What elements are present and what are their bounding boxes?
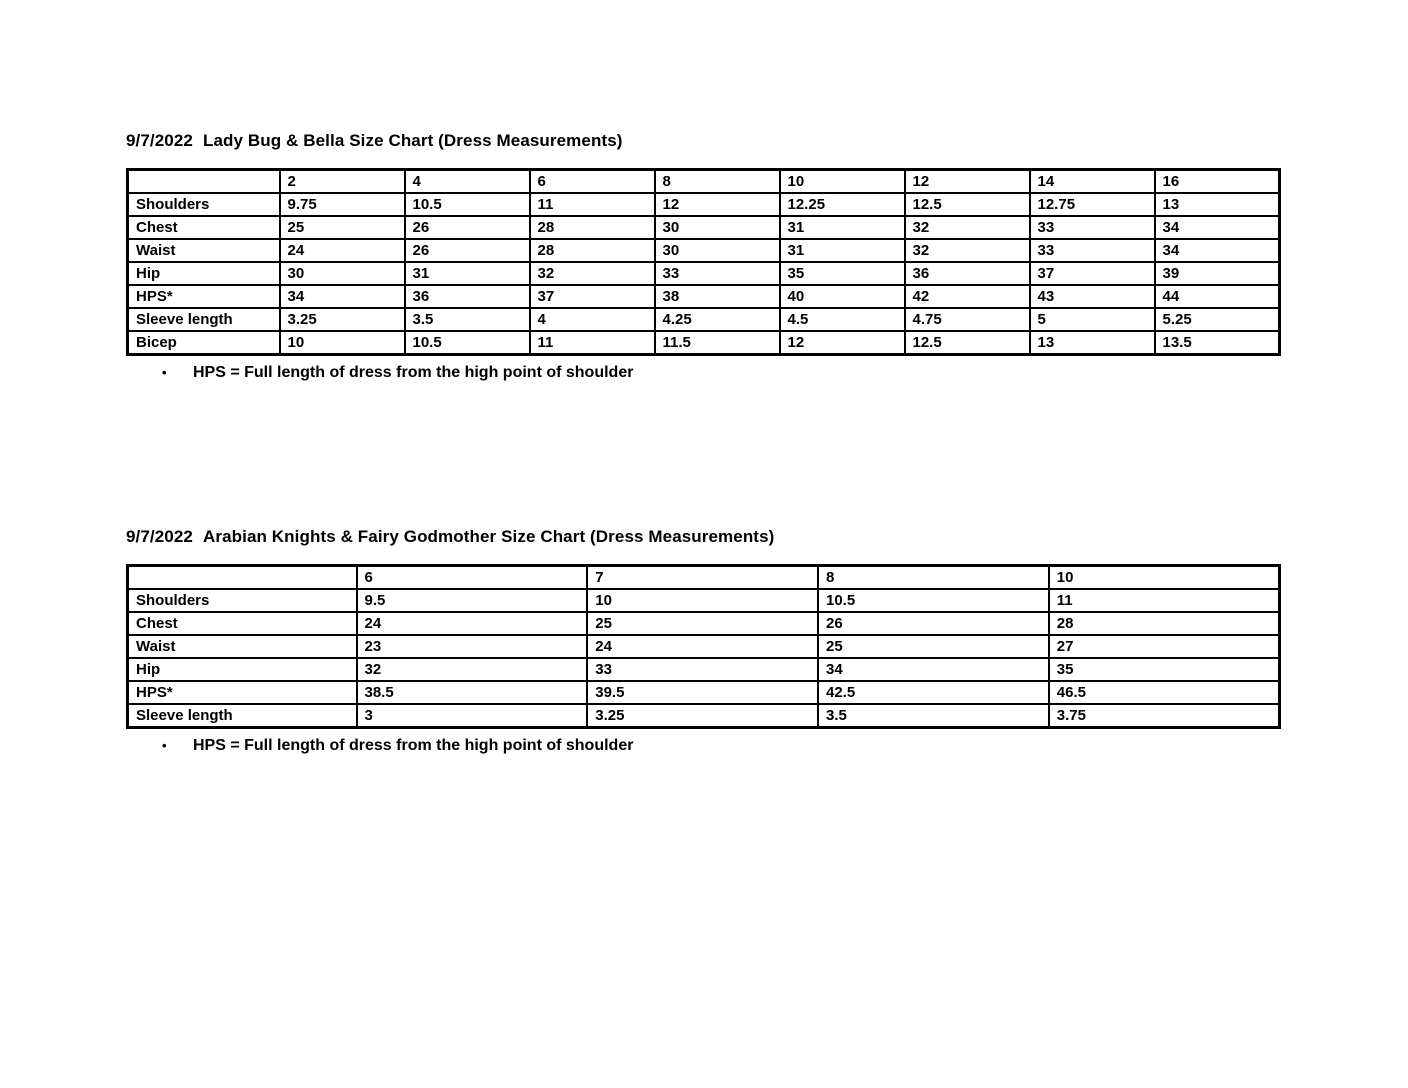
bullet-icon: • (162, 365, 167, 380)
value-cell: 11 (530, 331, 655, 355)
value-cell: 11 (1049, 589, 1280, 612)
value-cell: 3.5 (818, 704, 1049, 728)
table-header-row (128, 566, 1280, 590)
table-row (128, 704, 1280, 728)
value-cell: 4.25 (655, 308, 780, 331)
value-cell: 32 (357, 658, 588, 681)
hps-note (126, 736, 1281, 756)
size-header-cell: 10 (780, 170, 905, 194)
row-label-cell: HPS* (128, 285, 280, 308)
value-cell: 11.5 (655, 331, 780, 355)
value-cell: 10.5 (405, 331, 530, 355)
size-header-cell: 14 (1030, 170, 1155, 194)
table-row (128, 285, 1280, 308)
value-cell: 35 (1049, 658, 1280, 681)
value-cell: 32 (905, 216, 1030, 239)
value-cell: 28 (530, 239, 655, 262)
value-cell: 35 (780, 262, 905, 285)
value-cell: 30 (280, 262, 405, 285)
size-header-cell: 8 (655, 170, 780, 194)
value-cell: 40 (780, 285, 905, 308)
section-arabian-fairy (126, 525, 1281, 756)
value-cell: 32 (905, 239, 1030, 262)
size-table-arabian-fairy (126, 564, 1281, 729)
section-title-text: Lady Bug & Bella Size Chart (Dress Measurements) (202, 131, 623, 150)
value-cell: 33 (1030, 216, 1155, 239)
value-cell: 34 (1155, 239, 1280, 262)
value-cell: 34 (280, 285, 405, 308)
value-cell: 30 (655, 216, 780, 239)
row-label-cell: Shoulders (128, 589, 357, 612)
section-date: 9/7/2022 (126, 527, 193, 546)
size-header-cell: 8 (818, 566, 1049, 590)
value-cell: 34 (818, 658, 1049, 681)
value-cell: 10 (587, 589, 818, 612)
value-cell: 33 (1030, 239, 1155, 262)
value-cell: 24 (280, 239, 405, 262)
value-cell: 26 (405, 239, 530, 262)
row-label-cell: Waist (128, 635, 357, 658)
row-label-cell: Chest (128, 216, 280, 239)
value-cell: 4.75 (905, 308, 1030, 331)
value-cell: 3.25 (280, 308, 405, 331)
size-header-cell: 6 (530, 170, 655, 194)
value-cell: 31 (780, 239, 905, 262)
value-cell: 43 (1030, 285, 1155, 308)
value-cell: 12.5 (905, 193, 1030, 216)
value-cell: 31 (405, 262, 530, 285)
value-cell: 27 (1049, 635, 1280, 658)
value-cell: 3.75 (1049, 704, 1280, 728)
size-header-cell: 6 (357, 566, 588, 590)
table-row (128, 262, 1280, 285)
value-cell: 11 (530, 193, 655, 216)
row-label-cell: Sleeve length (128, 704, 357, 728)
value-cell: 39 (1155, 262, 1280, 285)
value-cell: 3.5 (405, 308, 530, 331)
value-cell: 3.25 (587, 704, 818, 728)
value-cell: 28 (530, 216, 655, 239)
row-label-cell: Sleeve length (128, 308, 280, 331)
value-cell: 37 (1030, 262, 1155, 285)
value-cell: 44 (1155, 285, 1280, 308)
value-cell: 12 (780, 331, 905, 355)
document-page (126, 129, 1281, 756)
table-row (128, 681, 1280, 704)
value-cell: 46.5 (1049, 681, 1280, 704)
value-cell: 12.25 (780, 193, 905, 216)
value-cell: 33 (655, 262, 780, 285)
table-row (128, 331, 1280, 355)
value-cell: 32 (530, 262, 655, 285)
value-cell: 36 (405, 285, 530, 308)
size-header-cell: 16 (1155, 170, 1280, 194)
value-cell: 12.5 (905, 331, 1030, 355)
value-cell: 4 (530, 308, 655, 331)
value-cell: 10.5 (818, 589, 1049, 612)
table-row (128, 193, 1280, 216)
value-cell: 23 (357, 635, 588, 658)
size-header-cell: 10 (1049, 566, 1280, 590)
value-cell: 33 (587, 658, 818, 681)
row-label-cell: Shoulders (128, 193, 280, 216)
row-label-cell: Bicep (128, 331, 280, 355)
size-header-cell: 2 (280, 170, 405, 194)
value-cell: 37 (530, 285, 655, 308)
table-header-row (128, 170, 1280, 194)
hps-note-text: HPS = Full length of dress from the high point of shoulder (193, 737, 634, 754)
value-cell: 24 (357, 612, 588, 635)
value-cell: 38.5 (357, 681, 588, 704)
section-title (126, 129, 1281, 153)
value-cell: 12.75 (1030, 193, 1155, 216)
value-cell: 30 (655, 239, 780, 262)
value-cell: 24 (587, 635, 818, 658)
table-row (128, 216, 1280, 239)
value-cell: 5.25 (1155, 308, 1280, 331)
section-ladybug-bella (126, 129, 1281, 383)
value-cell: 10.5 (405, 193, 530, 216)
row-label-cell: Hip (128, 262, 280, 285)
value-cell: 12 (655, 193, 780, 216)
hps-note-text: HPS = Full length of dress from the high point of shoulder (193, 364, 634, 381)
value-cell: 9.5 (357, 589, 588, 612)
value-cell: 13.5 (1155, 331, 1280, 355)
row-label-cell: Chest (128, 612, 357, 635)
value-cell: 31 (780, 216, 905, 239)
section-title-text: Arabian Knights & Fairy Godmother Size Chart (Dress Measurements) (202, 527, 775, 546)
value-cell: 25 (818, 635, 1049, 658)
section-date: 9/7/2022 (126, 131, 193, 150)
value-cell: 26 (818, 612, 1049, 635)
size-header-cell (128, 566, 357, 590)
size-table-ladybug-bella (126, 168, 1281, 356)
value-cell: 13 (1030, 331, 1155, 355)
value-cell: 26 (405, 216, 530, 239)
row-label-cell: HPS* (128, 681, 357, 704)
value-cell: 39.5 (587, 681, 818, 704)
value-cell: 25 (280, 216, 405, 239)
hps-note (126, 363, 1281, 383)
value-cell: 10 (280, 331, 405, 355)
value-cell: 3 (357, 704, 588, 728)
value-cell: 42.5 (818, 681, 1049, 704)
table-row (128, 239, 1280, 262)
size-header-cell: 12 (905, 170, 1030, 194)
value-cell: 34 (1155, 216, 1280, 239)
bullet-icon: • (162, 738, 167, 753)
value-cell: 36 (905, 262, 1030, 285)
table-row (128, 635, 1280, 658)
size-header-cell (128, 170, 280, 194)
table-row (128, 658, 1280, 681)
value-cell: 28 (1049, 612, 1280, 635)
table-row (128, 612, 1280, 635)
row-label-cell: Hip (128, 658, 357, 681)
value-cell: 9.75 (280, 193, 405, 216)
value-cell: 5 (1030, 308, 1155, 331)
size-header-cell: 7 (587, 566, 818, 590)
value-cell: 25 (587, 612, 818, 635)
size-header-cell: 4 (405, 170, 530, 194)
value-cell: 42 (905, 285, 1030, 308)
row-label-cell: Waist (128, 239, 280, 262)
value-cell: 4.5 (780, 308, 905, 331)
section-title (126, 525, 1281, 549)
table-row (128, 308, 1280, 331)
table-row (128, 589, 1280, 612)
value-cell: 38 (655, 285, 780, 308)
value-cell: 13 (1155, 193, 1280, 216)
